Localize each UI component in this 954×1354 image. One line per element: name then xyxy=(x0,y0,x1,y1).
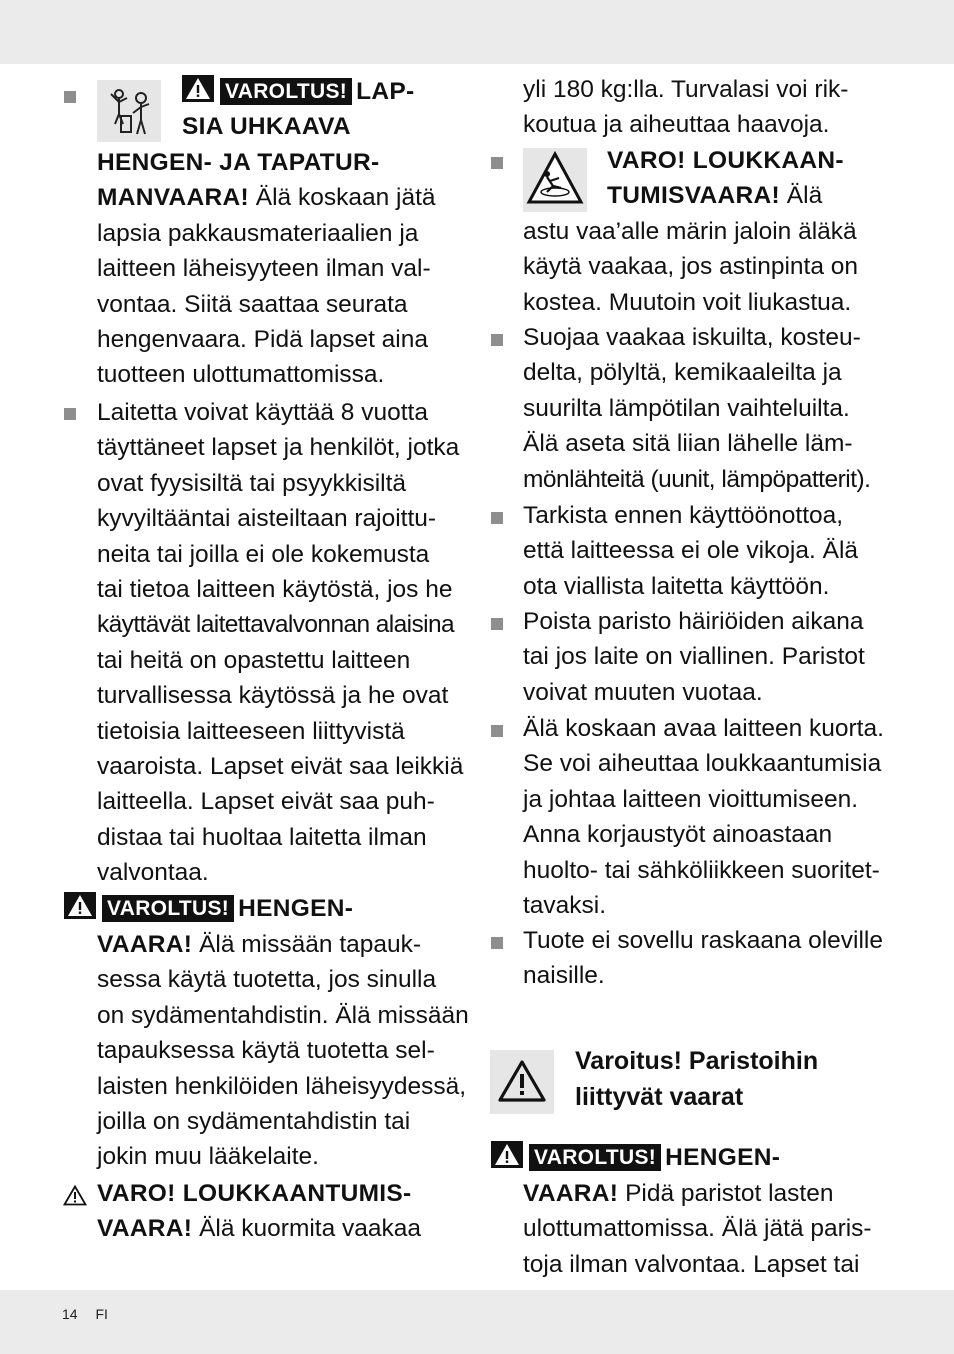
paragraph-line: täyttäneet lapset ja henkilöt, jotka xyxy=(97,434,460,462)
bullet-marker xyxy=(64,408,76,420)
warning-heading: LAP- xyxy=(356,78,415,105)
paragraph-line: distaa tai huoltaa laitetta ilman xyxy=(97,823,427,851)
paragraph-line: Laitetta voivat käyttää 8 vuotta xyxy=(97,399,428,426)
footer-bar xyxy=(0,1290,954,1354)
warning-heading: VARO! LOUKKAANTUMIS- xyxy=(97,1180,412,1207)
bullet-marker xyxy=(491,512,503,524)
warning-icon xyxy=(491,1141,523,1168)
warning-icon xyxy=(64,892,96,919)
warning-badge: VAROLTUS! xyxy=(529,1144,661,1171)
paragraph-line: Älä aseta sitä liian lähelle läm- xyxy=(523,430,853,458)
warning-heading: VAARA! xyxy=(97,931,193,958)
paragraph-line: käytä vaakaa, jos astinpinta on xyxy=(523,253,859,281)
language-code: FI xyxy=(95,1306,108,1322)
paragraph-line: Suojaa vaakaa iskuilta, kosteu- xyxy=(523,324,861,351)
paragraph-line: sessa käytä tuotetta, jos sinulla xyxy=(97,966,437,994)
paragraph-line: toja ilman valvontaa. Lapset tai xyxy=(523,1250,860,1278)
paragraph-line: lapsia pakkausmateriaalien ja xyxy=(97,219,419,247)
warning-heading: VAARA! xyxy=(97,1215,193,1243)
paragraph-line: laitteen läheisyyteen ilman val- xyxy=(97,255,431,283)
paragraph-line: neita tai joilla ei ole kokemusta xyxy=(97,540,430,568)
paragraph-line: Se voi aiheuttaa loukkaantumisia xyxy=(523,750,882,778)
paragraph-line: Älä koskaan avaa laitteen kuorta. xyxy=(523,715,884,742)
paragraph-line: Tuote ei sovellu raskaana oleville xyxy=(523,927,883,954)
warning-badge: VAROLTUS! xyxy=(220,78,352,105)
paragraph-line: että laitteessa ei ole vikoja. Älä xyxy=(523,537,859,565)
warning-heading: VARO! LOUKKAAN- xyxy=(607,147,844,174)
paragraph-line: jokin muu lääkelaite. xyxy=(97,1143,319,1171)
paragraph-line: laitteella. Lapset eivät saa puh- xyxy=(97,788,435,816)
paragraph-line: Tarkista ennen käyttöönottoa, xyxy=(523,502,844,529)
paragraph-line: hengenvaara. Pidä lapset aina xyxy=(97,325,429,353)
section-title: Varoitus! Paristoihin xyxy=(575,1047,819,1075)
warning-heading: HENGEN- JA TAPATUR- xyxy=(97,149,380,176)
bullet-marker xyxy=(491,334,503,346)
paragraph-line: huolto- tai sähköliikkeen suoritet- xyxy=(523,856,880,884)
bullet-marker xyxy=(491,157,503,169)
paragraph-line: tietoisia laitteeseen liittyvistä xyxy=(97,717,405,745)
paragraph-line: valvontaa. xyxy=(97,859,209,887)
paragraph-line: voivat muuten vuotaa. xyxy=(523,678,763,706)
page-footer xyxy=(62,1306,122,1322)
paragraph-line: käyttävät laitettavalvonnan alaisina xyxy=(97,611,455,639)
paragraph-line: Anna korjaustyöt ainoastaan xyxy=(523,821,833,849)
header-bar xyxy=(0,0,954,64)
warning-heading: MANVAARA! xyxy=(97,184,249,212)
paragraph-line: mönlähteitä (uunit, lämpöpatterit). xyxy=(523,465,871,493)
paragraph-line: ulottumattomissa. Älä jätä paris- xyxy=(523,1215,872,1243)
paragraph-text: Älä koskaan jätä xyxy=(248,184,436,212)
paragraph-line: on sydämentahdistin. Älä missään xyxy=(97,1001,469,1029)
paragraph-line: delta, pölyltä, kemikaaleilta ja xyxy=(523,359,842,387)
paragraph-line: astu vaa’alle märin jaloin äläkä xyxy=(523,218,857,245)
paragraph-line: turvallisessa käytössä ja he ovat xyxy=(97,682,449,710)
paragraph-line: tavaksi. xyxy=(523,891,607,919)
paragraph-line: tai tietoa laitteen käytöstä, jos he xyxy=(97,575,453,603)
paragraph-text: Älä missään tapauk- xyxy=(192,931,422,958)
paragraph-line: Poista paristo häiriöiden aikana xyxy=(523,608,864,635)
warning-heading: TUMISVAARA! xyxy=(607,182,780,210)
paragraph-line: suurilta lämpötilan vaihteluilta. xyxy=(523,394,850,422)
paragraph-line: ota viallista laitetta käyttöön. xyxy=(523,572,830,600)
paragraph-text: Älä xyxy=(779,182,823,210)
battery-warning-icon xyxy=(490,1050,554,1114)
warning-heading: HENGEN- xyxy=(238,895,354,922)
caution-icon xyxy=(63,1185,87,1211)
paragraph-line: vaaroista. Lapset eivät saa leikkiä xyxy=(97,752,464,780)
bullet-marker xyxy=(64,91,76,103)
child-warning-icon xyxy=(97,80,161,142)
paragraph-line: tuotteen ulottumattomissa. xyxy=(97,361,385,389)
paragraph-line: ovat fyysisiltä tai psyykkisiltä xyxy=(97,469,407,497)
paragraph-text: Älä kuormita vaakaa xyxy=(192,1215,422,1243)
warning-badge: VAROLTUS! xyxy=(102,895,234,922)
warning-heading: VAARA! xyxy=(523,1180,619,1207)
paragraph-text: Pidä paristot lasten xyxy=(618,1180,834,1207)
paragraph-line: laisten henkilöiden läheisyydessä, xyxy=(97,1072,467,1100)
bullet-marker xyxy=(491,618,503,630)
paragraph-line: kostea. Muutoin voit liukastua. xyxy=(523,288,852,316)
warning-heading: SIA UHKAAVA xyxy=(182,113,351,141)
paragraph-line: naisille. xyxy=(523,962,605,990)
warning-heading: HENGEN- xyxy=(665,1144,781,1171)
paragraph-line: kyvyiltääntai aisteiltaan rajoittu- xyxy=(97,505,437,533)
slip-hazard-icon xyxy=(523,148,587,212)
paragraph-line: koutua ja aiheuttaa haavoja. xyxy=(523,111,830,139)
warning-icon xyxy=(182,75,214,102)
bullet-marker xyxy=(491,725,503,737)
paragraph-line: ja johtaa laitteen vioittumiseen. xyxy=(523,785,859,813)
page-number: 14 xyxy=(62,1306,78,1322)
paragraph-line: yli 180 kg:lla. Turvalasi voi rik- xyxy=(523,76,849,103)
paragraph-line: vontaa. Siitä saattaa seurata xyxy=(97,290,408,318)
bullet-marker xyxy=(491,937,503,949)
paragraph-line: joilla on sydämentahdistin tai xyxy=(97,1107,411,1135)
paragraph-line: tapauksessa käytä tuotetta sel- xyxy=(97,1037,435,1065)
paragraph-line: tai heitä on opastettu laitteen xyxy=(97,646,411,674)
paragraph-line: tai jos laite on viallinen. Paristot xyxy=(523,643,865,671)
section-title: liittyvät vaarat xyxy=(575,1083,744,1111)
